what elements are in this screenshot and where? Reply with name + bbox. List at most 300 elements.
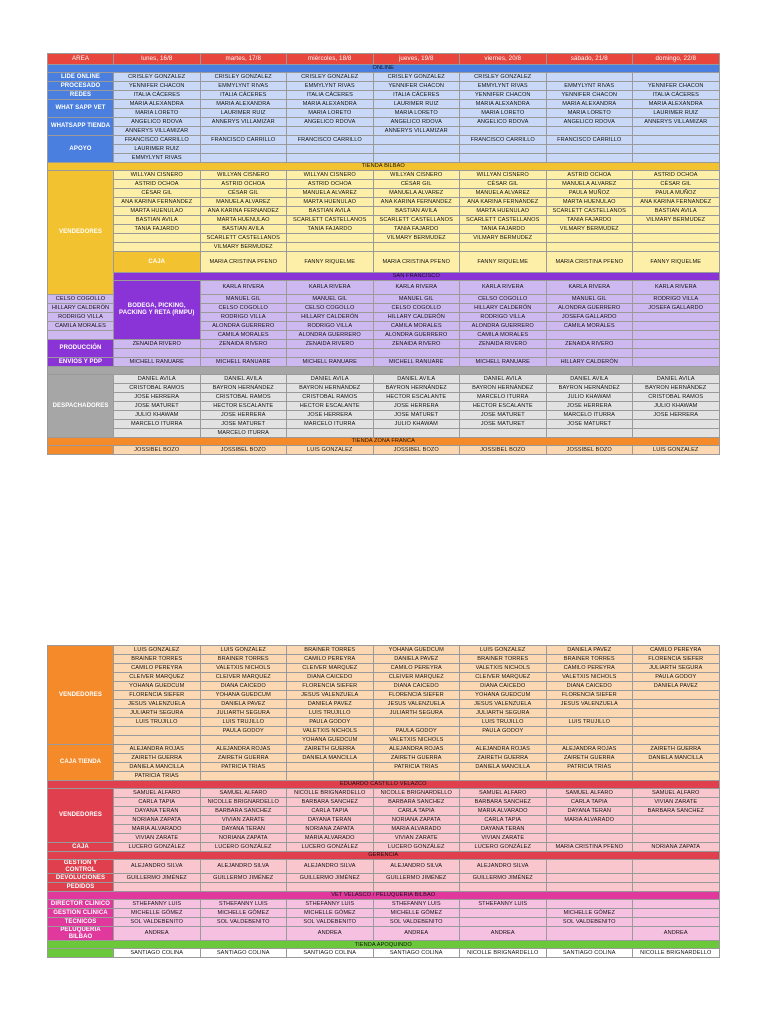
schedule-cell: VALETXIS NICHOLS	[200, 664, 287, 673]
table-row	[48, 807, 720, 816]
schedule-cell: WILLYAN CISNERO	[287, 171, 374, 180]
schedule-cell: JOSE MATURET	[546, 419, 633, 428]
schedule-cell: ALEJANDRO SILVA	[200, 860, 287, 874]
area-label: TÉCNICOS	[48, 918, 114, 927]
table-row	[48, 154, 720, 163]
section-title: ONLINE	[48, 65, 720, 73]
schedule-cell: NICOLLE BRIGNARDELLO	[200, 798, 287, 807]
schedule-cell: LUIS TRUJILLO	[287, 709, 374, 718]
schedule-cell: EMMYLYNT RIVAS	[200, 82, 287, 91]
schedule-cell	[200, 145, 287, 154]
schedule-cell: STHEFANNY LUIS	[287, 900, 374, 909]
schedule-cell	[460, 428, 547, 437]
schedule-cell	[460, 145, 547, 154]
schedule-cell: BARBARA SANCHEZ	[460, 798, 547, 807]
schedule-cell: CAMILO PEREYRA	[114, 664, 201, 673]
schedule-cell: BARBARA SANCHEZ	[200, 807, 287, 816]
schedule-cell: CELSO COGOLLO	[287, 303, 374, 312]
area-label: DIRECTOR CLÍNICO	[48, 900, 114, 909]
header-day: sábado, 21/8	[546, 54, 633, 65]
schedule-cell: FLORENCIA SIEFER	[114, 691, 201, 700]
schedule-cell	[633, 428, 720, 437]
schedule-cell: CELSO COGOLLO	[373, 303, 460, 312]
schedule-cell: SAMUEL ALFARO	[460, 789, 547, 798]
schedule-cell	[200, 883, 287, 892]
schedule-cell: CRISTOBAL RAMOS	[287, 392, 374, 401]
schedule-cell	[633, 225, 720, 234]
schedule-cell	[114, 727, 201, 736]
schedule-cell: VALETXIS NICHOLS	[546, 673, 633, 682]
schedule-cell	[460, 736, 547, 745]
header-day: domingo, 22/8	[633, 54, 720, 65]
schedule-cell: MARIA LORETO	[287, 109, 374, 118]
schedule-cell: LUCERO GONZÁLEZ	[373, 843, 460, 852]
section-row	[48, 65, 720, 73]
table-row	[48, 171, 720, 180]
schedule-cell: JULIARTH SEGURA	[633, 664, 720, 673]
schedule-cell: KARLA RIVERA	[200, 280, 287, 294]
schedule-cell: YOHANA GUEDCUM	[373, 646, 460, 655]
schedule-cell	[460, 909, 547, 918]
schedule-cell: FLORENCIA SIEFER	[287, 682, 374, 691]
schedule-cell: DANIEL AVILA	[373, 374, 460, 383]
header-day: lunes, 16/8	[114, 54, 201, 65]
schedule-cell: HILLARY CALDERÓN	[460, 303, 547, 312]
schedule-cell: ASTRID OCHOA	[114, 180, 201, 189]
schedule-cell: CARLA TAPIA	[114, 798, 201, 807]
schedule-cell	[114, 736, 201, 745]
schedule-cell: VILMARY BERMUDEZ	[633, 216, 720, 225]
schedule-cell: MANUELA ALVAREZ	[546, 180, 633, 189]
schedule-cell	[633, 874, 720, 883]
area-label: APOYO	[48, 136, 114, 163]
schedule-cell	[546, 825, 633, 834]
schedule-cell: LUIS GONZALEZ	[287, 445, 374, 454]
schedule-cell: ZAIRETH GUERRA	[633, 745, 720, 754]
schedule-cell: ITALIA CÁCERES	[633, 91, 720, 100]
schedule-cell: CLEIVER MARQUEZ	[200, 673, 287, 682]
table-row	[48, 682, 720, 691]
schedule-cell: SCARLETT CASTELLANOS	[460, 216, 547, 225]
schedule-cell: NORIANA ZAPATA	[633, 843, 720, 852]
table-row	[48, 189, 720, 198]
schedule-cell: STHEFANNY LUIS	[373, 900, 460, 909]
schedule-cell	[546, 330, 633, 339]
section-title: TIENDA BILBAO	[48, 163, 720, 171]
schedule-cell: PAULA MUÑOZ	[546, 189, 633, 198]
schedule-cell	[460, 243, 547, 252]
schedule-cell: MARIA ALVARADO	[546, 816, 633, 825]
schedule-cell: SAMUEL ALFARO	[114, 789, 201, 798]
schedule-cell	[546, 154, 633, 163]
schedule-cell: JULIO KHAWAM	[114, 410, 201, 419]
schedule-cell: MANUEL GIL	[287, 294, 374, 303]
schedule-cell: ALEJANDRA ROJAS	[200, 745, 287, 754]
schedule-cell: MICHELLE GÓMEZ	[373, 909, 460, 918]
schedule-cell: JULIO KHAWAM	[633, 401, 720, 410]
schedule-cell: DANIELA PAVEZ	[373, 655, 460, 664]
area-label: GESTIÓN Y CONTROL	[48, 860, 114, 874]
schedule-cell: VIVIAN ZARATE	[460, 834, 547, 843]
schedule-cell: KARLA RIVERA	[460, 280, 547, 294]
schedule-cell: DANIELA PAVEZ	[287, 700, 374, 709]
schedule-cell	[546, 709, 633, 718]
schedule-cell: JULIO KHAWAM	[373, 419, 460, 428]
table-row	[48, 234, 720, 243]
schedule-cell: SOL VALDEBENITO	[200, 918, 287, 927]
header-row	[48, 54, 720, 65]
schedule-cell	[373, 136, 460, 145]
schedule-cell: SCARLETT CASTELLANOS	[546, 207, 633, 216]
schedule-cell: ZAIRETH GUERRA	[460, 754, 547, 763]
schedule-cell: LUIS TRUJILLO	[200, 718, 287, 727]
table-row	[48, 709, 720, 718]
schedule-cell	[546, 234, 633, 243]
schedule-cell	[287, 145, 374, 154]
schedule-cell	[546, 860, 633, 874]
schedule-cell: BRAINER TORRES	[546, 655, 633, 664]
schedule-cell: DAYANA TERAN	[546, 807, 633, 816]
table-row	[48, 646, 720, 655]
schedule-cell: LUCERO GONZÁLEZ	[200, 843, 287, 852]
schedule-cell: ZENAIDA RIVERO	[460, 339, 547, 348]
section-row	[48, 272, 720, 280]
schedule-cell: ZAIRETH GUERRA	[373, 754, 460, 763]
schedule-cell: BASTIAN AVILA	[633, 207, 720, 216]
area-label: VENDEDORES	[48, 646, 114, 745]
schedule-cell: KARLA RIVERA	[633, 280, 720, 294]
table-row	[48, 718, 720, 727]
schedule-cell: DIANA CAICEDO	[287, 673, 374, 682]
schedule-cell: ANA KARINA FERNANDEZ	[114, 198, 201, 207]
schedule-cell: HILLARY CALDERÓN	[48, 303, 114, 312]
schedule-cell: LUIS GONZALEZ	[633, 445, 720, 454]
area-label	[48, 949, 114, 958]
schedule-cell: FANNY RIQUELME	[460, 252, 547, 273]
schedule-cell	[633, 127, 720, 136]
schedule-cell: MICHELL RANUARE	[114, 357, 201, 366]
table-row	[48, 664, 720, 673]
area-label: PROCESADO	[48, 82, 114, 91]
schedule-cell: GUILLERMO JIMÉNEZ	[287, 874, 374, 883]
schedule-cell	[373, 348, 460, 357]
area-label: PRODUCCIÓN	[48, 339, 114, 357]
schedule-cell: ITALIA CÁCERES	[287, 91, 374, 100]
schedule-cell	[546, 772, 633, 781]
schedule-cell: JULIO KHAWAM	[546, 392, 633, 401]
schedule-cell	[633, 357, 720, 366]
schedule-cell: JOSSIBEL BOZO	[460, 445, 547, 454]
schedule-cell: GUILLERMO JIMÉNEZ	[460, 874, 547, 883]
schedule-cell: ALEJANDRA ROJAS	[373, 745, 460, 754]
schedule-cell: PAULA GODOY	[460, 727, 547, 736]
schedule-cell	[633, 73, 720, 82]
schedule-cell: ZENAIDA RIVERO	[114, 339, 201, 348]
schedule-cell: SOL VALDEBENITO	[287, 918, 374, 927]
header-day: miércoles, 18/8	[287, 54, 374, 65]
area-label: LIDE ONLINE	[48, 73, 114, 82]
schedule-cell: YENNIFER CHACON	[460, 91, 547, 100]
schedule-cell: PAULA GODOY	[633, 673, 720, 682]
schedule-cell	[546, 874, 633, 883]
schedule-cell: TANIA FAJARDO	[114, 225, 201, 234]
schedule-cell: SAMUEL ALFARO	[633, 789, 720, 798]
schedule-cell: MARIA LORETO	[114, 109, 201, 118]
table-row	[48, 655, 720, 664]
schedule-cell: FRANCISCO CARRILLO	[200, 136, 287, 145]
schedule-cell	[633, 136, 720, 145]
schedule-cell: VILMARY BERMUDEZ	[200, 243, 287, 252]
schedule-cell: CÉSAR GIL	[114, 189, 201, 198]
schedule-cell	[633, 691, 720, 700]
schedule-cell: ASTRID OCHOA	[546, 171, 633, 180]
schedule-cell: SAMUEL ALFARO	[546, 789, 633, 798]
table-row	[48, 216, 720, 225]
table-row	[48, 727, 720, 736]
table-row	[48, 419, 720, 428]
section-row	[48, 781, 720, 789]
schedule-cell: DANIEL AVILA	[287, 374, 374, 383]
schedule-cell: ALEJANDRA ROJAS	[546, 745, 633, 754]
area-label: DESPACHADORES	[48, 374, 114, 437]
table-row	[48, 127, 720, 136]
table-row	[48, 691, 720, 700]
schedule-cell: ALEJANDRA ROJAS	[114, 745, 201, 754]
table-row	[48, 410, 720, 419]
schedule-cell: DANIELA PAVEZ	[633, 682, 720, 691]
schedule-cell: PATRICIA TRIAS	[546, 763, 633, 772]
schedule-cell: MARCELO ITURRA	[200, 428, 287, 437]
schedule-cell: HILLARY CALDERÓN	[287, 312, 374, 321]
schedule-cell: FRANCISCO CARRILLO	[460, 136, 547, 145]
schedule-cell	[633, 918, 720, 927]
schedule-cell: MARTA HUENULAO	[114, 207, 201, 216]
schedule-cell: PAULA MUÑOZ	[633, 189, 720, 198]
schedule-cell	[633, 243, 720, 252]
table-row	[48, 874, 720, 883]
schedule-cell: NICOLLE BRIGNARDELLO	[633, 949, 720, 958]
schedule-cell	[633, 816, 720, 825]
schedule-cell: MARIA LORETO	[373, 109, 460, 118]
schedule-cell: CAMILA MORALES	[546, 321, 633, 330]
schedule-cell: ZAIRETH GUERRA	[114, 754, 201, 763]
schedule-cell: DANIEL AVILA	[200, 374, 287, 383]
schedule-cell	[546, 73, 633, 82]
schedule-cell	[633, 234, 720, 243]
schedule-cell: YENNIFER CHACON	[546, 91, 633, 100]
schedule-cell: SCARLETT CASTELLANOS	[373, 216, 460, 225]
schedule-cell: YOHANA GUEDCUM	[287, 736, 374, 745]
schedule-cell: CRISTOBAL RAMOS	[114, 383, 201, 392]
schedule-cell	[633, 709, 720, 718]
area-label: VENDEDORES	[48, 171, 114, 295]
schedule-cell: CARLA TAPIA	[287, 807, 374, 816]
schedule-cell: JESUS VALENZUELA	[373, 700, 460, 709]
schedule-cell: LAURIMER RUIZ	[633, 109, 720, 118]
schedule-cell: DANIEL AVILA	[114, 374, 201, 383]
schedule-cell: MANUELA ALVAREZ	[373, 189, 460, 198]
schedule-table-page-2	[47, 645, 720, 958]
schedule-cell: SAMUEL ALFARO	[200, 789, 287, 798]
area-label: VENDEDORES	[48, 789, 114, 843]
schedule-cell: MANUEL GIL	[373, 294, 460, 303]
schedule-cell: NICOLLE BRIGNARDELLO	[287, 789, 374, 798]
schedule-cell	[373, 243, 460, 252]
schedule-cell: MARIA LORETO	[546, 109, 633, 118]
schedule-cell: MARIA ALEXANDRA	[460, 100, 547, 109]
schedule-cell: JOSE HERRERA	[200, 410, 287, 419]
schedule-cell: ALEJANDRO SILVA	[287, 860, 374, 874]
section-title: EDUARDO CASTILLO VELAZCO	[48, 781, 720, 789]
schedule-cell: JOSE MATURET	[200, 419, 287, 428]
schedule-cell: MARIA ALEXANDRA	[287, 100, 374, 109]
schedule-cell	[373, 718, 460, 727]
schedule-cell	[287, 772, 374, 781]
schedule-cell: VIVIAN ZARATE	[200, 816, 287, 825]
schedule-cell: ALEJANDRO SILVA	[114, 860, 201, 874]
schedule-cell	[460, 883, 547, 892]
schedule-cell: MANUEL GIL	[546, 294, 633, 303]
schedule-cell	[546, 927, 633, 941]
schedule-cell: VIVIAN ZARATE	[373, 834, 460, 843]
schedule-cell: ZENAIDA RIVERO	[373, 339, 460, 348]
schedule-cell	[633, 909, 720, 918]
schedule-cell: YENNIFER CHACON	[633, 82, 720, 91]
schedule-cell	[48, 330, 114, 339]
schedule-cell: DAYANA TERAN	[114, 807, 201, 816]
schedule-cell: NICOLLE BRIGNARDELLO	[460, 949, 547, 958]
schedule-cell: JOSSIBEL BOZO	[200, 445, 287, 454]
schedule-cell: CAMILA MORALES	[373, 321, 460, 330]
schedule-cell: ITALIA CÁCERES	[114, 91, 201, 100]
schedule-cell: RODRIGO VILLA	[460, 312, 547, 321]
schedule-cell: MARIA CRISTINA PFENO	[546, 252, 633, 273]
schedule-cell: FLORENCIA SIEFER	[633, 655, 720, 664]
schedule-cell	[633, 312, 720, 321]
section-title: SAN FRANCISCO	[114, 272, 720, 280]
schedule-cell: JOSE MATURET	[460, 419, 547, 428]
schedule-cell: CLEIVER MARQUEZ	[287, 664, 374, 673]
schedule-cell	[633, 736, 720, 745]
schedule-cell: JESUS VALENZUELA	[287, 691, 374, 700]
schedule-cell: LUIS TRUJILLO	[114, 718, 201, 727]
section-title: GERENCIA	[48, 852, 720, 860]
schedule-cell: ANDREA	[287, 927, 374, 941]
table-row	[48, 109, 720, 118]
schedule-cell: ZENAIDA RIVERO	[546, 339, 633, 348]
schedule-cell: CAMILA MORALES	[460, 330, 547, 339]
schedule-cell: KARLA RIVERA	[546, 280, 633, 294]
schedule-cell: HILLARY CALDERÓN	[373, 312, 460, 321]
schedule-cell: DANIELA MANCILLA	[287, 754, 374, 763]
table-row	[48, 252, 720, 273]
schedule-cell: BRAINER TORRES	[287, 646, 374, 655]
schedule-cell: HECTOR ESCALANTE	[287, 401, 374, 410]
area-label: BODEGA, PICKING, PACKING Y RETA (RMPU)	[114, 280, 201, 339]
table-row	[48, 401, 720, 410]
area-label: PEDIDOS	[48, 883, 114, 892]
schedule-cell	[633, 825, 720, 834]
schedule-cell: ALONDRA GUERRERO	[460, 321, 547, 330]
schedule-cell: MICHELL RANUARE	[460, 357, 547, 366]
schedule-cell	[633, 900, 720, 909]
schedule-cell: BASTIAN AVILA	[373, 207, 460, 216]
schedule-cell	[287, 348, 374, 357]
schedule-cell: ITALIA CÁCERES	[373, 91, 460, 100]
schedule-cell	[546, 834, 633, 843]
schedule-cell: EMMYLYNT RIVAS	[287, 82, 374, 91]
table-row	[48, 909, 720, 918]
schedule-cell: MARIA ALEXANDRA	[633, 100, 720, 109]
schedule-cell	[373, 145, 460, 154]
schedule-cell: ANDREA	[460, 927, 547, 941]
table-row	[48, 357, 720, 366]
table-row	[48, 736, 720, 745]
table-row	[48, 763, 720, 772]
section-title: TIENDA ZONA FRANCA	[48, 437, 720, 445]
schedule-cell: FRANCISCO CARRILLO	[546, 136, 633, 145]
schedule-cell: ZENAIDA RIVERO	[200, 339, 287, 348]
table-row	[48, 392, 720, 401]
schedule-cell: LAURIMER RUIZ	[114, 145, 201, 154]
schedule-cell: ZAIRETH GUERRA	[546, 754, 633, 763]
schedule-cell: ZAIRETH GUERRA	[287, 745, 374, 754]
schedule-cell: SANTIAGO COLINA	[287, 949, 374, 958]
table-row	[48, 860, 720, 874]
schedule-cell	[633, 718, 720, 727]
schedule-cell: JOSSIBEL BOZO	[114, 445, 201, 454]
schedule-cell: ASTRID OCHOA	[633, 171, 720, 180]
schedule-cell: PATRICIA TRIAS	[200, 763, 287, 772]
schedule-cell: MARCELO ITURRA	[546, 410, 633, 419]
schedule-cell: BASTIAN AVILA	[114, 216, 201, 225]
schedule-cell: CRISLEY GONZALEZ	[460, 73, 547, 82]
schedule-cell: ANDREA	[633, 927, 720, 941]
schedule-cell: FRANCISCO CARRILLO	[114, 136, 201, 145]
schedule-cell: WILLYAN CISNERO	[460, 171, 547, 180]
schedule-cell: MARIA ALVARADO	[114, 825, 201, 834]
table-row	[48, 100, 720, 109]
schedule-cell: ANA KARINA FERNANDEZ	[460, 198, 547, 207]
schedule-cell: GUILLERMO JIMÉNEZ	[200, 874, 287, 883]
schedule-cell: CÉSAR GIL	[633, 180, 720, 189]
schedule-cell: BASTIAN AVILA	[287, 207, 374, 216]
schedule-cell: MARIA CRISTINA PFENO	[200, 252, 287, 273]
schedule-cell: LUCERO GONZÁLEZ	[114, 843, 201, 852]
schedule-cell: MARIA ALEXANDRA	[200, 100, 287, 109]
schedule-cell: CLEIVER MARQUEZ	[373, 673, 460, 682]
schedule-cell: NORIANA ZAPATA	[287, 825, 374, 834]
table-row	[48, 339, 720, 348]
table-row	[48, 280, 720, 294]
schedule-cell: ALONDRA GUERRERO	[546, 303, 633, 312]
schedule-cell	[460, 127, 547, 136]
schedule-cell: HECTOR ESCALANTE	[373, 392, 460, 401]
schedule-cell: ANGELICO RDOVA	[114, 118, 201, 127]
schedule-cell: ALEJANDRA ROJAS	[460, 745, 547, 754]
schedule-cell	[633, 763, 720, 772]
schedule-cell: TANIA FAJARDO	[373, 225, 460, 234]
schedule-cell	[114, 348, 201, 357]
schedule-cell: MANUELA ALVAREZ	[200, 198, 287, 207]
schedule-cell: HECTOR ESCALANTE	[460, 401, 547, 410]
area-label: WHAT SAPP VET	[48, 100, 114, 118]
schedule-cell: CÉSAR GIL	[373, 180, 460, 189]
schedule-cell: LUIS TRUJILLO	[546, 718, 633, 727]
schedule-cell: HILLARY CALDERÓN	[546, 357, 633, 366]
schedule-cell: NORIANA ZAPATA	[373, 816, 460, 825]
schedule-cell: DAYANA TERAN	[460, 825, 547, 834]
